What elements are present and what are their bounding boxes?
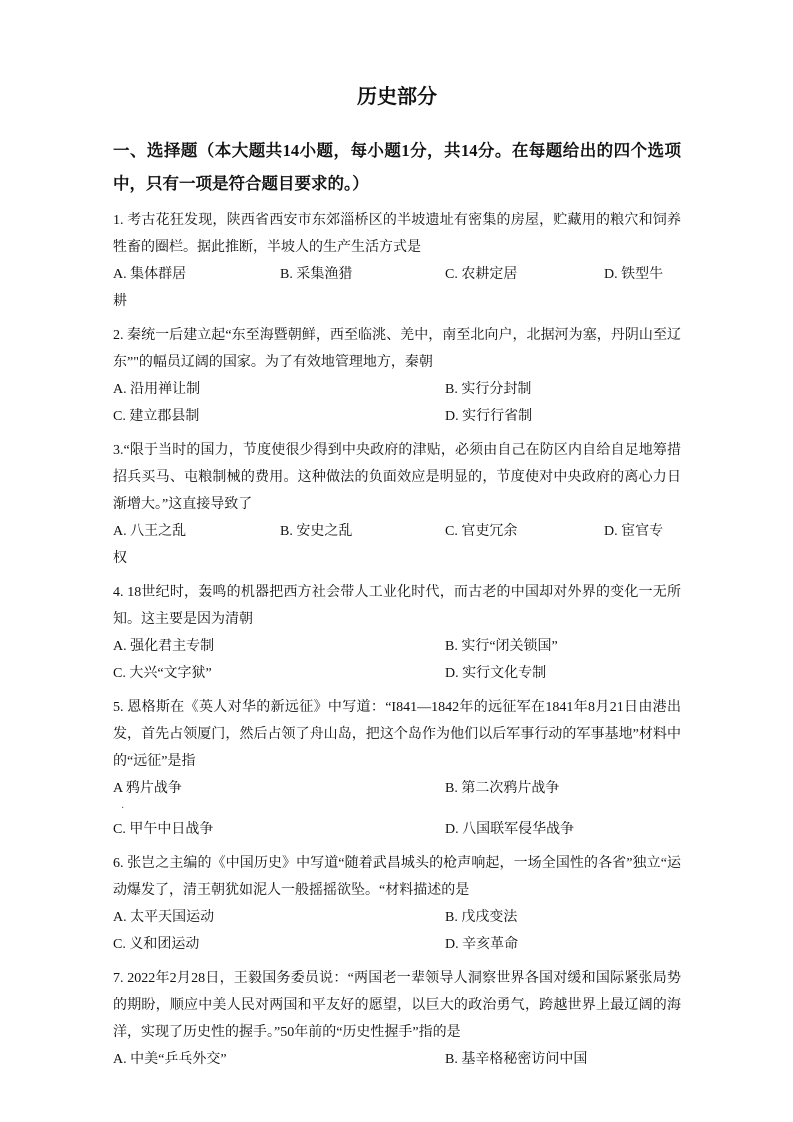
option: D. 铁型牛 — [604, 267, 664, 282]
question-stem: 7. 2022年2月28日，王毅国务委员说：“两国老一辈领导人洞察世界各国对缓和国际紧张局势的期盼，顺应中美人民对两国和平友好的愿望，以巨大的政治勇气，跨越世界上最辽阔的海洋，实现了历史性的握手。”50年前的“历史性握手”指的是 — [113, 971, 681, 1040]
option-continuation: 耕 — [113, 294, 127, 309]
option: A. 太平天国运动 — [113, 910, 215, 925]
options-row — [113, 775, 681, 802]
option: A. 沿用禅让制 — [113, 382, 201, 397]
option: B. 实行分封制 — [445, 382, 532, 397]
options-row — [113, 518, 681, 545]
option: A. 集体群居 — [113, 267, 187, 282]
options-row — [113, 633, 681, 660]
question-block — [113, 850, 681, 958]
options-row — [113, 403, 681, 430]
option: D. 宦官专 — [604, 524, 664, 539]
option: C. 官吏冗余 — [445, 524, 518, 539]
option: B. 戊戌变法 — [445, 910, 518, 925]
question-block — [113, 579, 681, 687]
options-row — [113, 904, 681, 931]
question-block — [113, 437, 681, 572]
options-row — [113, 376, 681, 403]
option: D. 辛亥革命 — [445, 937, 519, 952]
options-row — [113, 816, 681, 843]
option: B. 采集渔猎 — [280, 267, 353, 282]
option: C. 大兴“文字狱” — [113, 666, 212, 681]
option: D. 实行行省制 — [445, 409, 533, 424]
option: B. 基辛格秘密访问中国 — [445, 1052, 588, 1067]
option: A. 中美“乒乓外交” — [113, 1052, 227, 1067]
question-stem: 2. 秦统一后建立起“东至海暨朝鲜，西至临洮、羌中，南至北向户，北据河为塞，丹阴山至辽东”"的幅员辽阔的国家。为了有效地管理地方，秦朝 — [113, 328, 681, 370]
option-continuation: 权 — [113, 551, 127, 566]
option: B. 安史之乱 — [280, 524, 353, 539]
option: A 鸦片战争 — [113, 781, 182, 796]
stray-mark: · — [121, 803, 125, 814]
options-row — [113, 931, 681, 958]
options-row — [113, 1046, 681, 1073]
page-title: 历史部分 — [357, 86, 437, 108]
question-stem: 3.“限于当时的国力，节度使很少得到中央政府的津贴，必须由自己在防区内自给自足地筹措招兵买马、屯粮制械的费用。这种做法的负面效应是明显的，节度使对中央政府的离心力日渐增大。”这直接导致了 — [113, 443, 681, 512]
question-stem: 4. 18世纪时，轰鸣的机器把西方社会带人工业化时代，而古老的中国却对外界的变化一无所知。这主要是因为清朝 — [113, 585, 681, 627]
question-block — [113, 322, 681, 430]
option: D. 实行文化专制 — [445, 666, 547, 681]
option: C. 建立郡县制 — [113, 409, 200, 424]
section-header: 一、选择题（本大题共14小题，每小题1分，共14分。在每题给出的四个选项中，只有一项是符合题目要求的。） — [113, 141, 681, 193]
question-stem: 6. 张岂之主编的《中国历史》中写道“随着武昌城头的枪声响起，一场全国性的各省”独立“运动爆发了，清王朝犹如泥人一般摇摇欲坠。“材料描述的是 — [113, 856, 681, 898]
options-row — [113, 261, 681, 288]
question-stem: 1. 考古花狂发现，陕西省西安市东郊淄桥区的半坡遗址有密集的房屋，贮藏用的粮穴和饲养牲畜的圈栏。据此推断，半坡人的生产生活方式是 — [113, 213, 681, 255]
options-row — [113, 660, 681, 687]
option: B. 实行“闭关锁国” — [445, 639, 558, 654]
option: C. 农耕定居 — [445, 267, 518, 282]
question-block — [113, 965, 681, 1073]
question-block — [113, 694, 681, 843]
option: A. 强化君主专制 — [113, 639, 215, 654]
option: C. 义和团运动 — [113, 937, 200, 952]
question-block — [113, 207, 681, 315]
questions-container — [113, 207, 681, 1073]
option: D. 八国联军侵华战争 — [445, 822, 575, 837]
question-stem: 5. 恩格斯在《英人对华的新远征》中写道：“I841—1842年的远征军在1841年8月21日由港出发，首先占领厦门，然后占领了舟山岛，把这个岛作为他们以后军事行动的军事基地”材料中的“远征”是指 — [113, 700, 681, 769]
option: A. 八王之乱 — [113, 524, 187, 539]
option: C. 甲午中日战争 — [113, 822, 214, 837]
option: B. 第二次鸦片战争 — [445, 781, 560, 796]
